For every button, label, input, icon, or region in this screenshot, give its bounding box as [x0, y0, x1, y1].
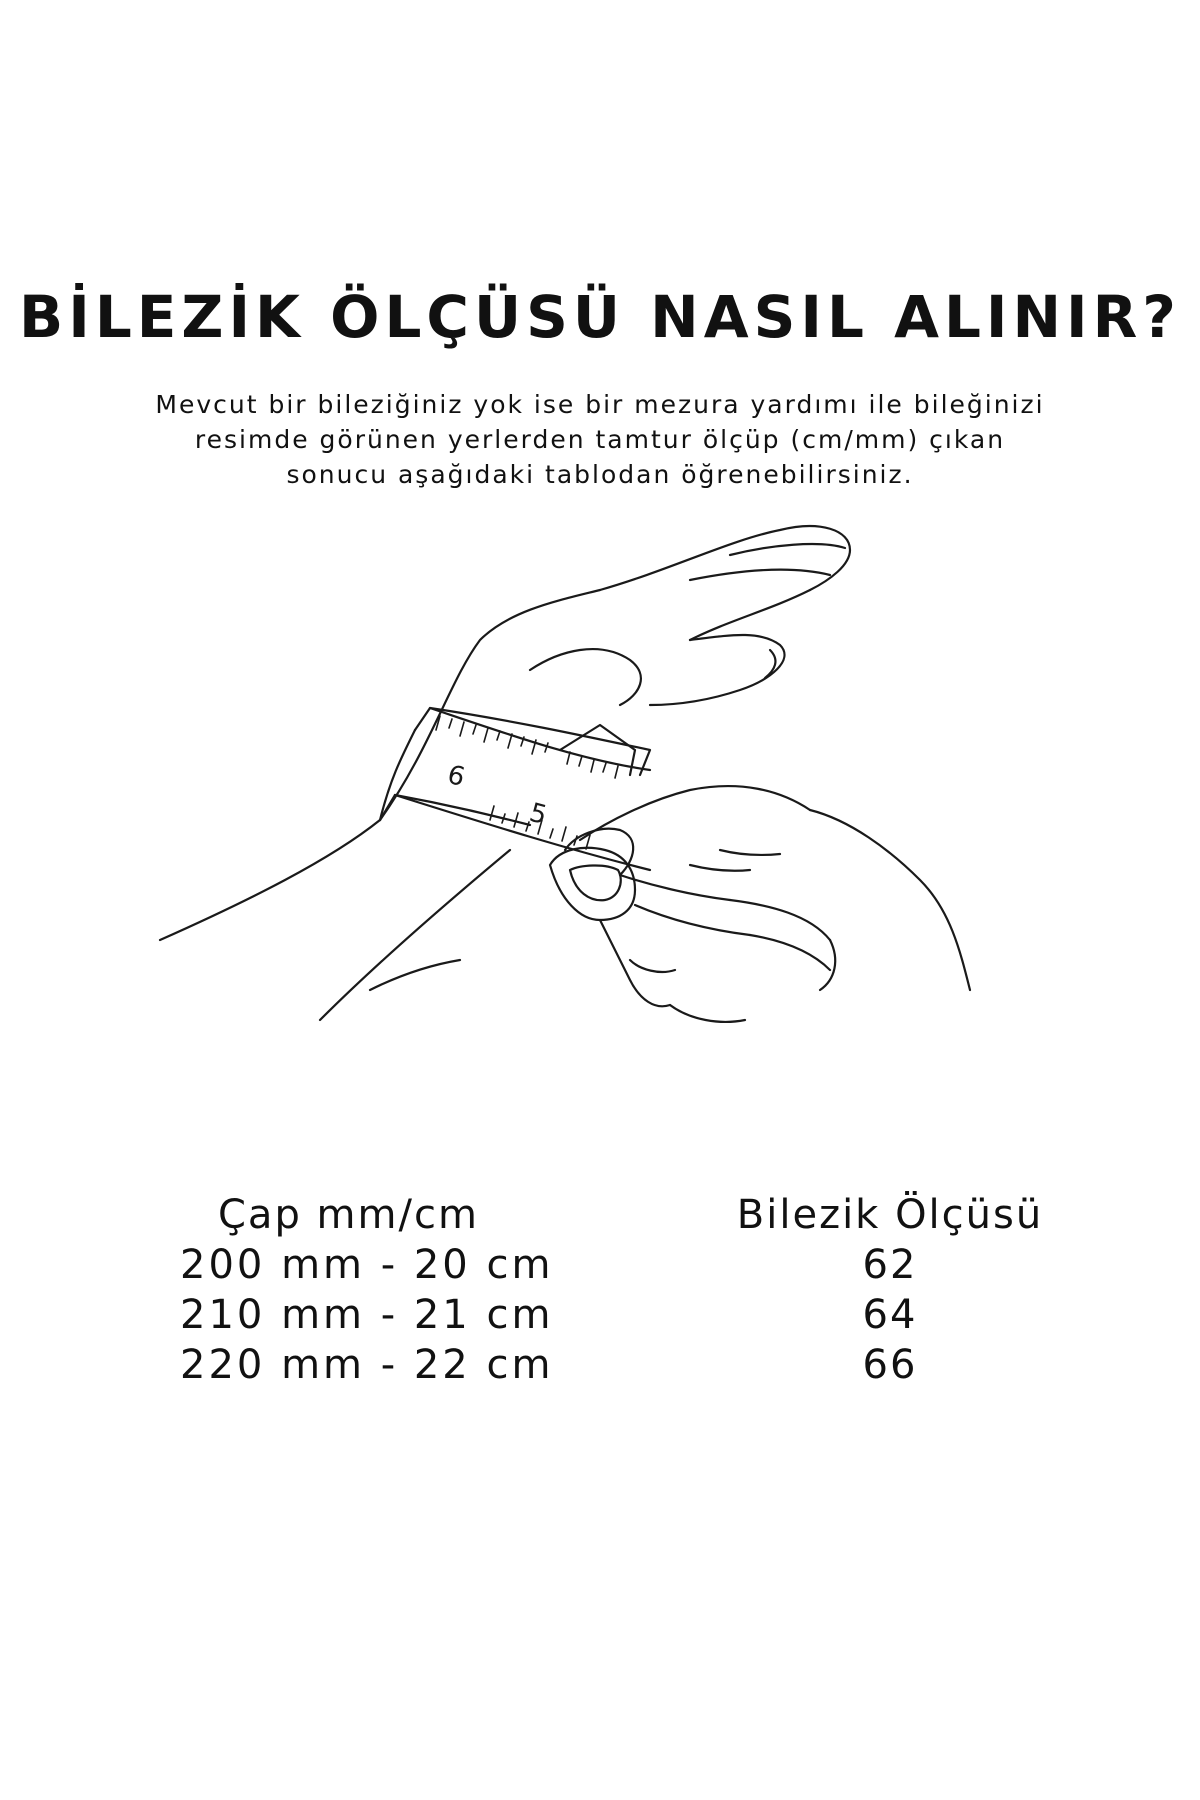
column-header-bracelet-size: Bilezik Ölçüsü: [736, 1192, 1044, 1238]
tape-digit: 6: [444, 759, 468, 794]
table-cell-bracelet-size: 66: [862, 1342, 918, 1388]
table-row: [180, 1290, 1080, 1340]
table-cell-bracelet-size: 62: [862, 1242, 918, 1288]
table-row: [180, 1340, 1080, 1390]
table-cell-bracelet-size: 64: [862, 1292, 918, 1338]
intro-line: resimde görünen yerlerden tamtur ölçüp (cm/mm) çıkan: [194, 425, 1006, 454]
table-row: [180, 1240, 1080, 1290]
wrist-measuring-tape-illustration: [130, 520, 1030, 1040]
size-table: [180, 1190, 1080, 1390]
intro-line: Mevcut bir bileziğiniz yok ise bir mezura yardımı ile bileğinizi: [155, 390, 1045, 419]
table-header-row: [180, 1190, 1080, 1240]
intro-line: sonucu aşağıdaki tablodan öğrenebilirsiniz.: [286, 460, 914, 489]
column-header-diameter: Çap mm/cm: [218, 1192, 479, 1238]
table-cell-diameter: 200 mm - 20 cm: [180, 1242, 554, 1288]
table-cell-diameter: 220 mm - 22 cm: [180, 1342, 554, 1388]
intro-text: [0, 387, 1200, 492]
tape-digit: 5: [526, 797, 550, 832]
table-cell-diameter: 210 mm - 21 cm: [180, 1292, 554, 1338]
page-title: BİLEZİK ÖLÇÜSÜ NASIL ALINIR?: [19, 283, 1181, 351]
